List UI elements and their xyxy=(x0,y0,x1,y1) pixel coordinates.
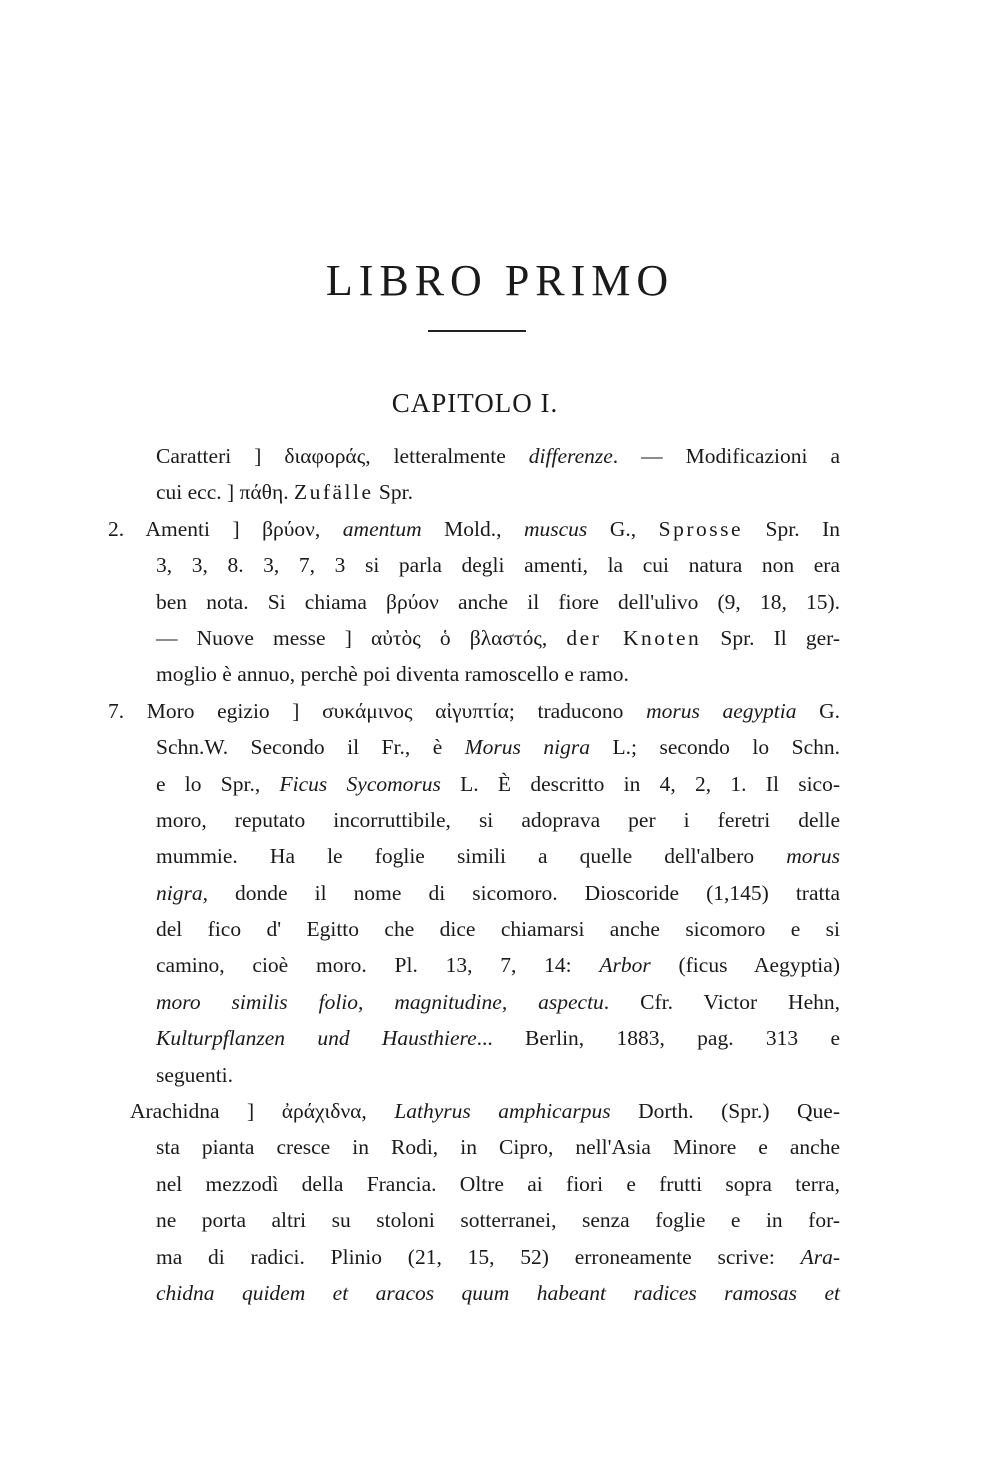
note-line-7: moglio è annuo, perchè poi diventa ramoscello e ramo. xyxy=(156,662,629,687)
note-line-16: moro similis folio, magnitudine, aspectu. Cfr. Victor Hehn, xyxy=(156,989,840,1014)
note-line-3: 2. Amenti ] βρύον, amentum Mold., muscus G., Sprosse Spr. In xyxy=(108,516,841,541)
note-line-11: moro, reputato incorruttibile, si adoprava per i feretri delle xyxy=(156,807,840,832)
note-line-4: 3, 3, 8. 3, 7, 3 si parla degli amenti, la cui natura non era xyxy=(156,553,840,578)
note-line-23: ma di radici. Plinio (21, 15, 52) erroneamente scrive: Ara- xyxy=(156,1244,840,1269)
note-line-1: Caratteri ] διαφοράς, letteralmente differenze. — Modificazioni a xyxy=(156,444,840,468)
note-line-19: Arachidna ] ἀράχιδνα, Lathyrus amphicarpus Dorth. (Spr.) Que- xyxy=(130,1099,841,1124)
note-line-15: camino, cioè moro. Pl. 13, 7, 14: Arbor (ficus Aegyptia) xyxy=(156,953,840,978)
notes-body xyxy=(108,438,840,1311)
note-line-9: Schn.W. Secondo il Fr., è Morus nigra L.; secondo lo Schn. xyxy=(156,735,840,760)
note-line-17: Kulturpflanzen und Hausthiere... Berlin, 1883, pag. 313 e xyxy=(156,1026,840,1051)
note-line-18: seguenti. xyxy=(156,1062,234,1087)
book-title: LIBRO PRIMO xyxy=(325,256,675,305)
note-line-14: del fico d' Egitto che dice chiamarsi anche sicomoro e si xyxy=(156,917,840,942)
note-line-6: — Nuove messe ] αὐτὸς ὁ βλαστός, der Knoten Spr. Il ger- xyxy=(156,625,841,650)
note-line-5: ben nota. Si chiama βρύον anche il fiore dell'ulivo (9, 18, 15). xyxy=(156,589,840,614)
note-line-2: cui ecc. ] πάθη. Zufälle Spr. xyxy=(156,480,413,505)
note-line-21: nel mezzodì della Francia. Oltre ai fiori e frutti sopra terra, xyxy=(156,1171,840,1196)
note-line-8: 7. Moro egizio ] συκάμινος αἰγυπτία; traducono morus aegyptia G. xyxy=(108,698,841,723)
note-line-22: ne porta altri su stoloni sotterranei, senza foglie e in for- xyxy=(156,1208,840,1233)
note-line-20: sta pianta cresce in Rodi, in Cipro, nell'Asia Minore e anche xyxy=(156,1135,840,1160)
note-line-10: e lo Spr., Ficus Sycomorus L. È descritto in 4, 2, 1. Il sico- xyxy=(156,771,840,796)
note-line-13: nigra, donde il nome di sicomoro. Dioscoride (1,145) tratta xyxy=(156,880,840,905)
note-line-12: mummie. Ha le foglie simili a quelle dell'albero morus xyxy=(156,844,840,869)
note-line-24: chidna quidem et aracos quum habeant radices ramosas et xyxy=(156,1280,840,1305)
chapter-title: CAPITOLO I. xyxy=(391,388,559,418)
title-divider xyxy=(428,330,526,332)
